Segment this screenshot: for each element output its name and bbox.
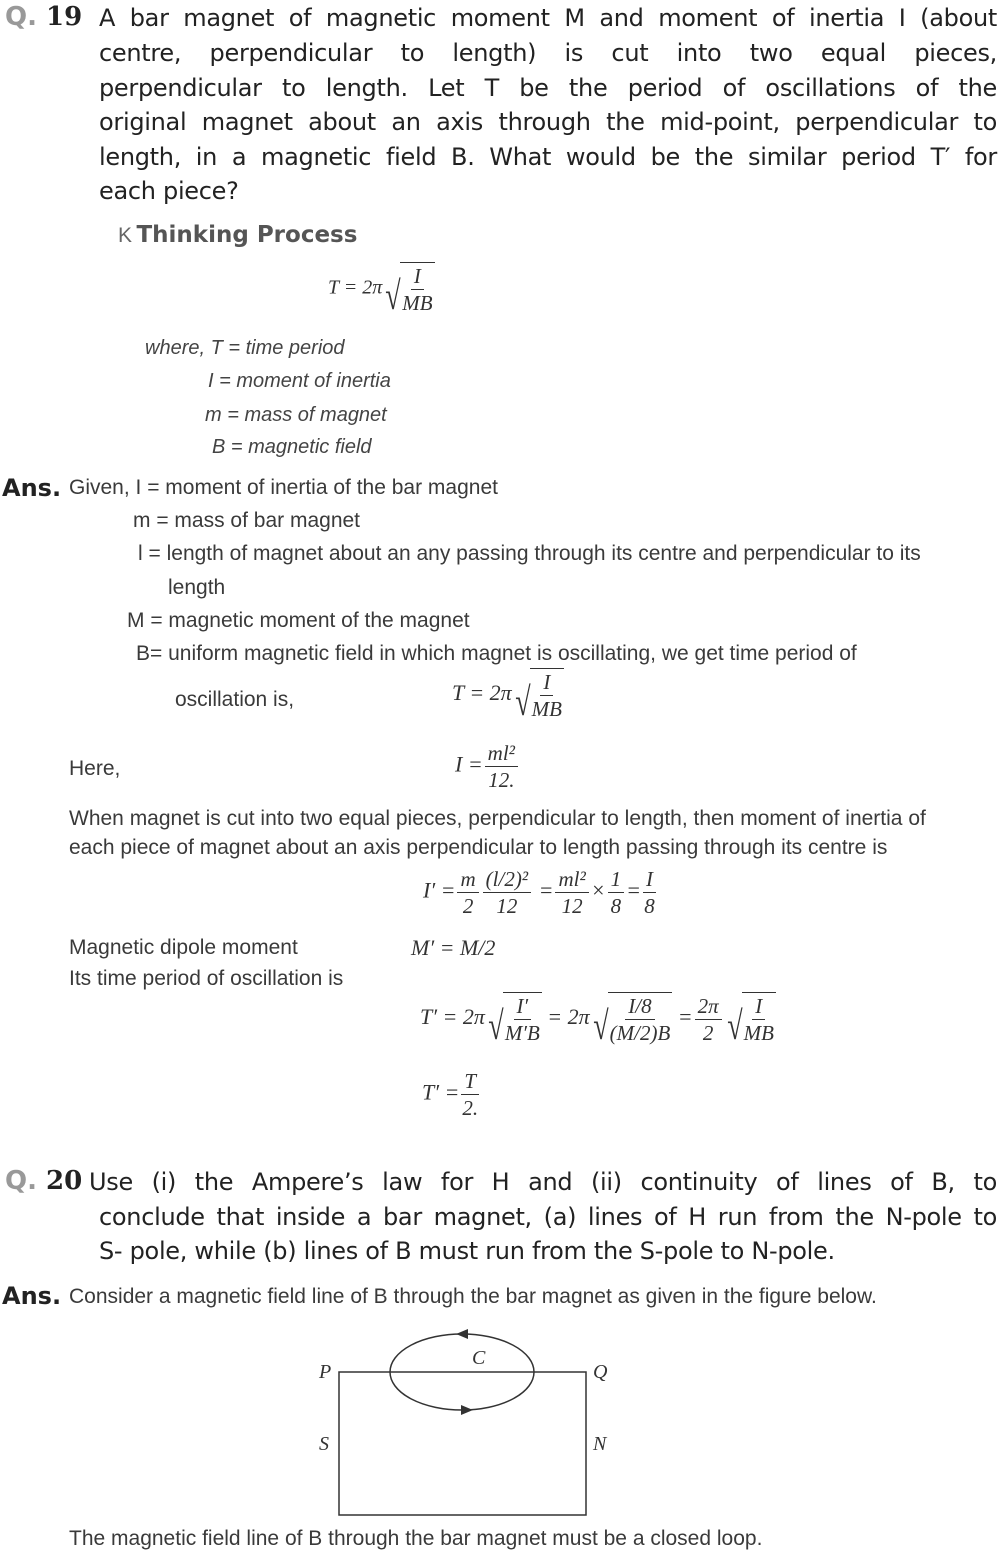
denominator: 12 <box>496 894 518 918</box>
eq-lhs: I′ = <box>423 877 456 903</box>
answer-line: Given, I = moment of inertia of the bar magnet <box>69 476 498 499</box>
arrow-left-icon <box>456 1329 468 1339</box>
numerator: I/8 <box>625 993 654 1020</box>
question-20-line: conclude that inside a bar magnet, (a) lines of H run from the N-pole to <box>99 1203 997 1231</box>
numerator: m <box>457 866 478 893</box>
label-n: N <box>593 1433 607 1455</box>
eq-lhs: T = 2π <box>452 680 512 706</box>
question-19-line: A bar magnet of magnetic moment M and moment of inertia I (about <box>99 4 997 32</box>
denominator: 8 <box>644 894 655 918</box>
numerator: I′ <box>514 993 532 1020</box>
answer-line: When magnet is cut into two equal pieces, perpendicular to length, then moment of inertia of <box>69 807 926 830</box>
label-s: S <box>319 1433 329 1455</box>
answer-line: B= uniform magnetic field in which magnet is oscillating, we get time period of <box>136 642 857 665</box>
label-q: Q <box>593 1361 608 1383</box>
denominator: MB <box>743 1021 774 1045</box>
equation-moment: M′ = M/2 <box>411 935 496 960</box>
bar-magnet-rect <box>339 1372 586 1515</box>
denominator: 12 <box>561 894 583 918</box>
numerator: ml² <box>555 866 588 893</box>
answer-line: m = mass of bar magnet <box>133 509 361 532</box>
denominator: 8 <box>610 894 622 918</box>
answer-line: M = magnetic moment of the magnet <box>127 609 470 632</box>
answer-line: oscillation is, <box>175 688 295 711</box>
question-19-line: each piece? <box>99 177 239 205</box>
denominator: 2. <box>462 1096 479 1120</box>
denominator: 12. <box>488 768 515 792</box>
times: × <box>590 877 606 903</box>
where-line: m = mass of magnet <box>205 404 387 426</box>
answer-line: l = length of magnet about an any passing through its centre and perpendicular to its <box>138 542 921 565</box>
equals: = <box>677 1004 693 1030</box>
label-p: P <box>319 1361 332 1383</box>
numerator: I <box>411 263 424 290</box>
question-20-line: Use (i) the Ampere’s law for H and (ii) continuity of lines of B, to <box>89 1168 997 1196</box>
denominator: M′B <box>504 1021 540 1045</box>
denominator: MB <box>531 697 562 721</box>
question-number: 20 <box>46 1166 83 1196</box>
equals: = <box>626 877 641 903</box>
numerator: I <box>643 866 656 893</box>
answer-intro: Consider a magnetic field line of B through the bar magnet as given in the figure below. <box>69 1285 877 1308</box>
numerator: I <box>540 669 553 696</box>
numerator: I <box>752 993 765 1020</box>
answer-line: each piece of magnet about an axis perpendicular to length passing through its centre is <box>69 836 888 859</box>
numerator: T <box>461 1068 479 1095</box>
question-19-line: length, in a magnetic field B. What would be the similar period T′ for <box>99 143 997 171</box>
answer-19-label: Ans. <box>2 474 62 502</box>
denominator: 2 <box>702 1020 714 1045</box>
where-line: where, T = time period <box>145 337 345 359</box>
question-19-line: perpendicular to length. Let T be the period of oscillations of the <box>99 74 997 102</box>
question-number: 19 <box>46 2 83 32</box>
answer-line: length <box>168 576 226 599</box>
equals: = <box>538 877 554 903</box>
denominator: (M/2)B <box>609 1021 671 1045</box>
answer-line: Its time period of oscillation is <box>69 967 344 990</box>
numerator: 1 <box>608 866 625 893</box>
where-line: I = moment of inertia <box>208 370 391 392</box>
eq-lhs: I = <box>455 751 483 777</box>
denominator: 2 <box>462 894 474 918</box>
question-prefix: Q. <box>5 1166 37 1196</box>
eq-lhs: T′ = <box>422 1079 460 1105</box>
question-19-line: centre, perpendicular to length) is cut into two equal pieces, <box>99 39 997 67</box>
answer-conclusion: The magnetic field line of B through the bar magnet must be a closed loop. <box>69 1527 763 1550</box>
question-19-line: original magnet about an axis through the mid-point, perpendicular to <box>99 108 997 136</box>
where-line: B = magnetic field <box>212 436 372 458</box>
eq-lhs: T′ = 2π <box>420 1004 485 1030</box>
answer-line: Magnetic dipole moment <box>69 936 298 959</box>
equation-period: T = 2π √ $\frac{I}{MB}$ <box>452 670 562 724</box>
formula-period: T = 2π √ $\frac{I}{MB}$ <box>328 264 433 318</box>
numerator: ml² <box>485 740 518 767</box>
question-20-line: S- pole, while (b) lines of B must run from the S-pole to N-pole. <box>99 1237 835 1265</box>
numerator: (l/2)² <box>483 866 531 893</box>
arrow-right-icon <box>461 1405 473 1415</box>
numerator: 2π <box>695 993 722 1020</box>
question-prefix: Q. <box>5 2 37 32</box>
label-c: C <box>472 1347 486 1369</box>
thinking-title: Thinking Process <box>136 222 358 248</box>
formula-lhs: T = 2π <box>328 276 383 299</box>
thinking-marker: K <box>118 224 133 247</box>
answer-20-label: Ans. <box>2 1282 62 1310</box>
denominator: MB <box>402 291 433 315</box>
answer-line: Here, <box>69 757 121 780</box>
equals: = 2π <box>547 1004 590 1030</box>
equation-new-period: T′ = 2π √ $\frac{I'}{M'B}$ = 2π √ $\frac{I/8}{(M/2)B}$ = $\frac{2\pi}{2}$ √ $\frac{I}{MB}$ <box>420 993 774 1048</box>
